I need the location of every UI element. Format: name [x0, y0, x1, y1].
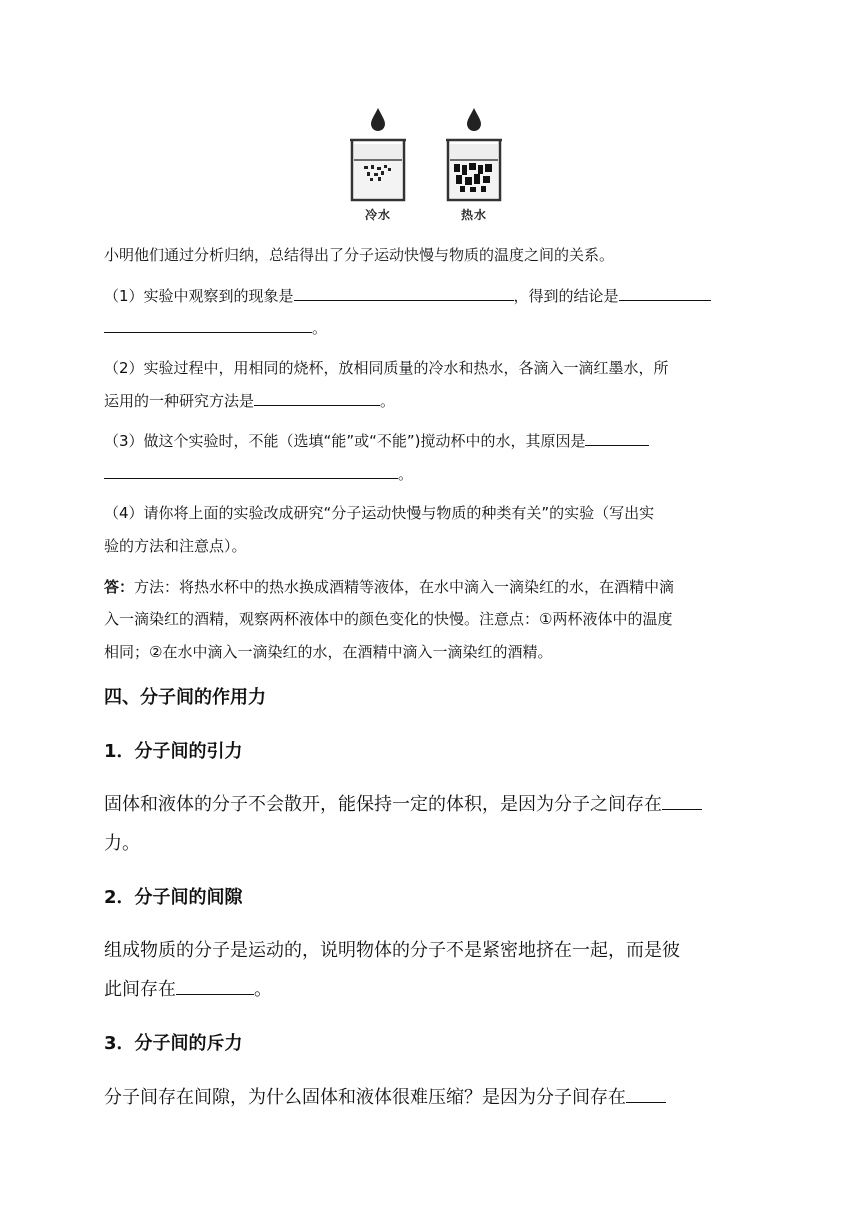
question-3-text: （3）做这个实验时，不能（选填“能”或“不能”)搅动杯中的水，其原因是	[104, 432, 586, 450]
subsection-2-blank[interactable]	[176, 977, 254, 995]
cold-water-label: 冷水	[364, 208, 391, 222]
question-3-line-1	[104, 430, 758, 451]
subsection-3-title: 3．分子间的斥力	[104, 1033, 243, 1054]
hot-water-label: 热水	[460, 208, 487, 222]
question-1-end: 。	[312, 319, 328, 337]
question-2-blank[interactable]	[254, 391, 380, 406]
question-4-line-2: 验的方法和注意点）。	[104, 537, 247, 555]
hot-water-beaker	[440, 102, 508, 224]
question-1-text-a: （1）实验中观察到的现象是	[104, 287, 294, 305]
question-3-blank-end[interactable]	[104, 464, 398, 479]
hot-beaker-drawing	[440, 102, 508, 206]
question-1-text-b: ，得到的结论是	[513, 287, 619, 305]
subsection-1-text: 固体和液体的分子不会散开，能保持一定的体积，是因为分子之间存在	[104, 794, 662, 815]
question-2-text: 运用的一种研究方法是	[104, 392, 255, 410]
answer-label: 答：	[104, 578, 135, 596]
subsection-3-line-1	[104, 1083, 758, 1109]
question-2-line-1: （2）实验过程中，用相同的烧杯，放相同质量的冷水和热水，各滴入一滴红墨水，所	[104, 359, 669, 377]
question-1-line-1	[104, 285, 758, 306]
intro-paragraph: 小明他们通过分析归纳，总结得出了分子运动快慢与物质的温度之间的关系。	[104, 246, 615, 264]
question-2-end: 。	[380, 392, 396, 410]
subsection-2-text: 此间存在	[104, 979, 176, 1000]
subsection-1-line-1	[104, 790, 758, 816]
cold-beaker-drawing	[344, 102, 412, 206]
beaker-figure	[340, 102, 510, 224]
question-1-blank-1[interactable]	[294, 286, 514, 301]
subsection-1-title: 1．分子间的引力	[104, 741, 243, 762]
question-3-end: 。	[398, 465, 414, 483]
answer-line-1	[104, 576, 758, 597]
subsection-2-title: 2．分子间的间隙	[104, 887, 243, 908]
question-3-blank-start[interactable]	[585, 431, 649, 446]
question-4-line-1: （4）请你将上面的实验改成研究“分子运动快慢与物质的种类有关”的实验（写出实	[104, 504, 655, 522]
subsection-3-blank[interactable]	[626, 1085, 666, 1103]
question-1-blank-2-end[interactable]	[104, 318, 312, 333]
question-2-line-2	[104, 390, 758, 411]
question-3-line-2	[104, 463, 758, 484]
cold-water-beaker	[344, 102, 412, 224]
question-1-blank-2-start[interactable]	[619, 286, 711, 301]
question-1-line-2	[104, 317, 758, 338]
subsection-2-end: 。	[254, 979, 272, 1000]
subsection-2-line-2	[104, 975, 758, 1001]
answer-line-3: 相同；②在水中滴入一滴染红的水，在酒精中滴入一滴染红的酒精。	[104, 643, 553, 661]
subsection-1-line-2: 力。	[104, 833, 140, 854]
subsection-1-blank[interactable]	[662, 792, 702, 810]
section-4-title: 四、分子间的作用力	[104, 687, 266, 708]
answer-line-2: 入一滴染红的酒精，观察两杯液体中的颜色变化的快慢。注意点：①两杯液体中的温度	[104, 610, 673, 628]
answer-text-1: 方法：将热水杯中的热水换成酒精等液体，在水中滴入一滴染红的水，在酒精中滴	[134, 578, 675, 596]
subsection-3-text: 分子间存在间隙，为什么固体和液体很难压缩？是因为分子间存在	[104, 1087, 626, 1108]
subsection-2-line-1: 组成物质的分子是运动的，说明物体的分子不是紧密地挤在一起，而是彼	[104, 940, 680, 961]
